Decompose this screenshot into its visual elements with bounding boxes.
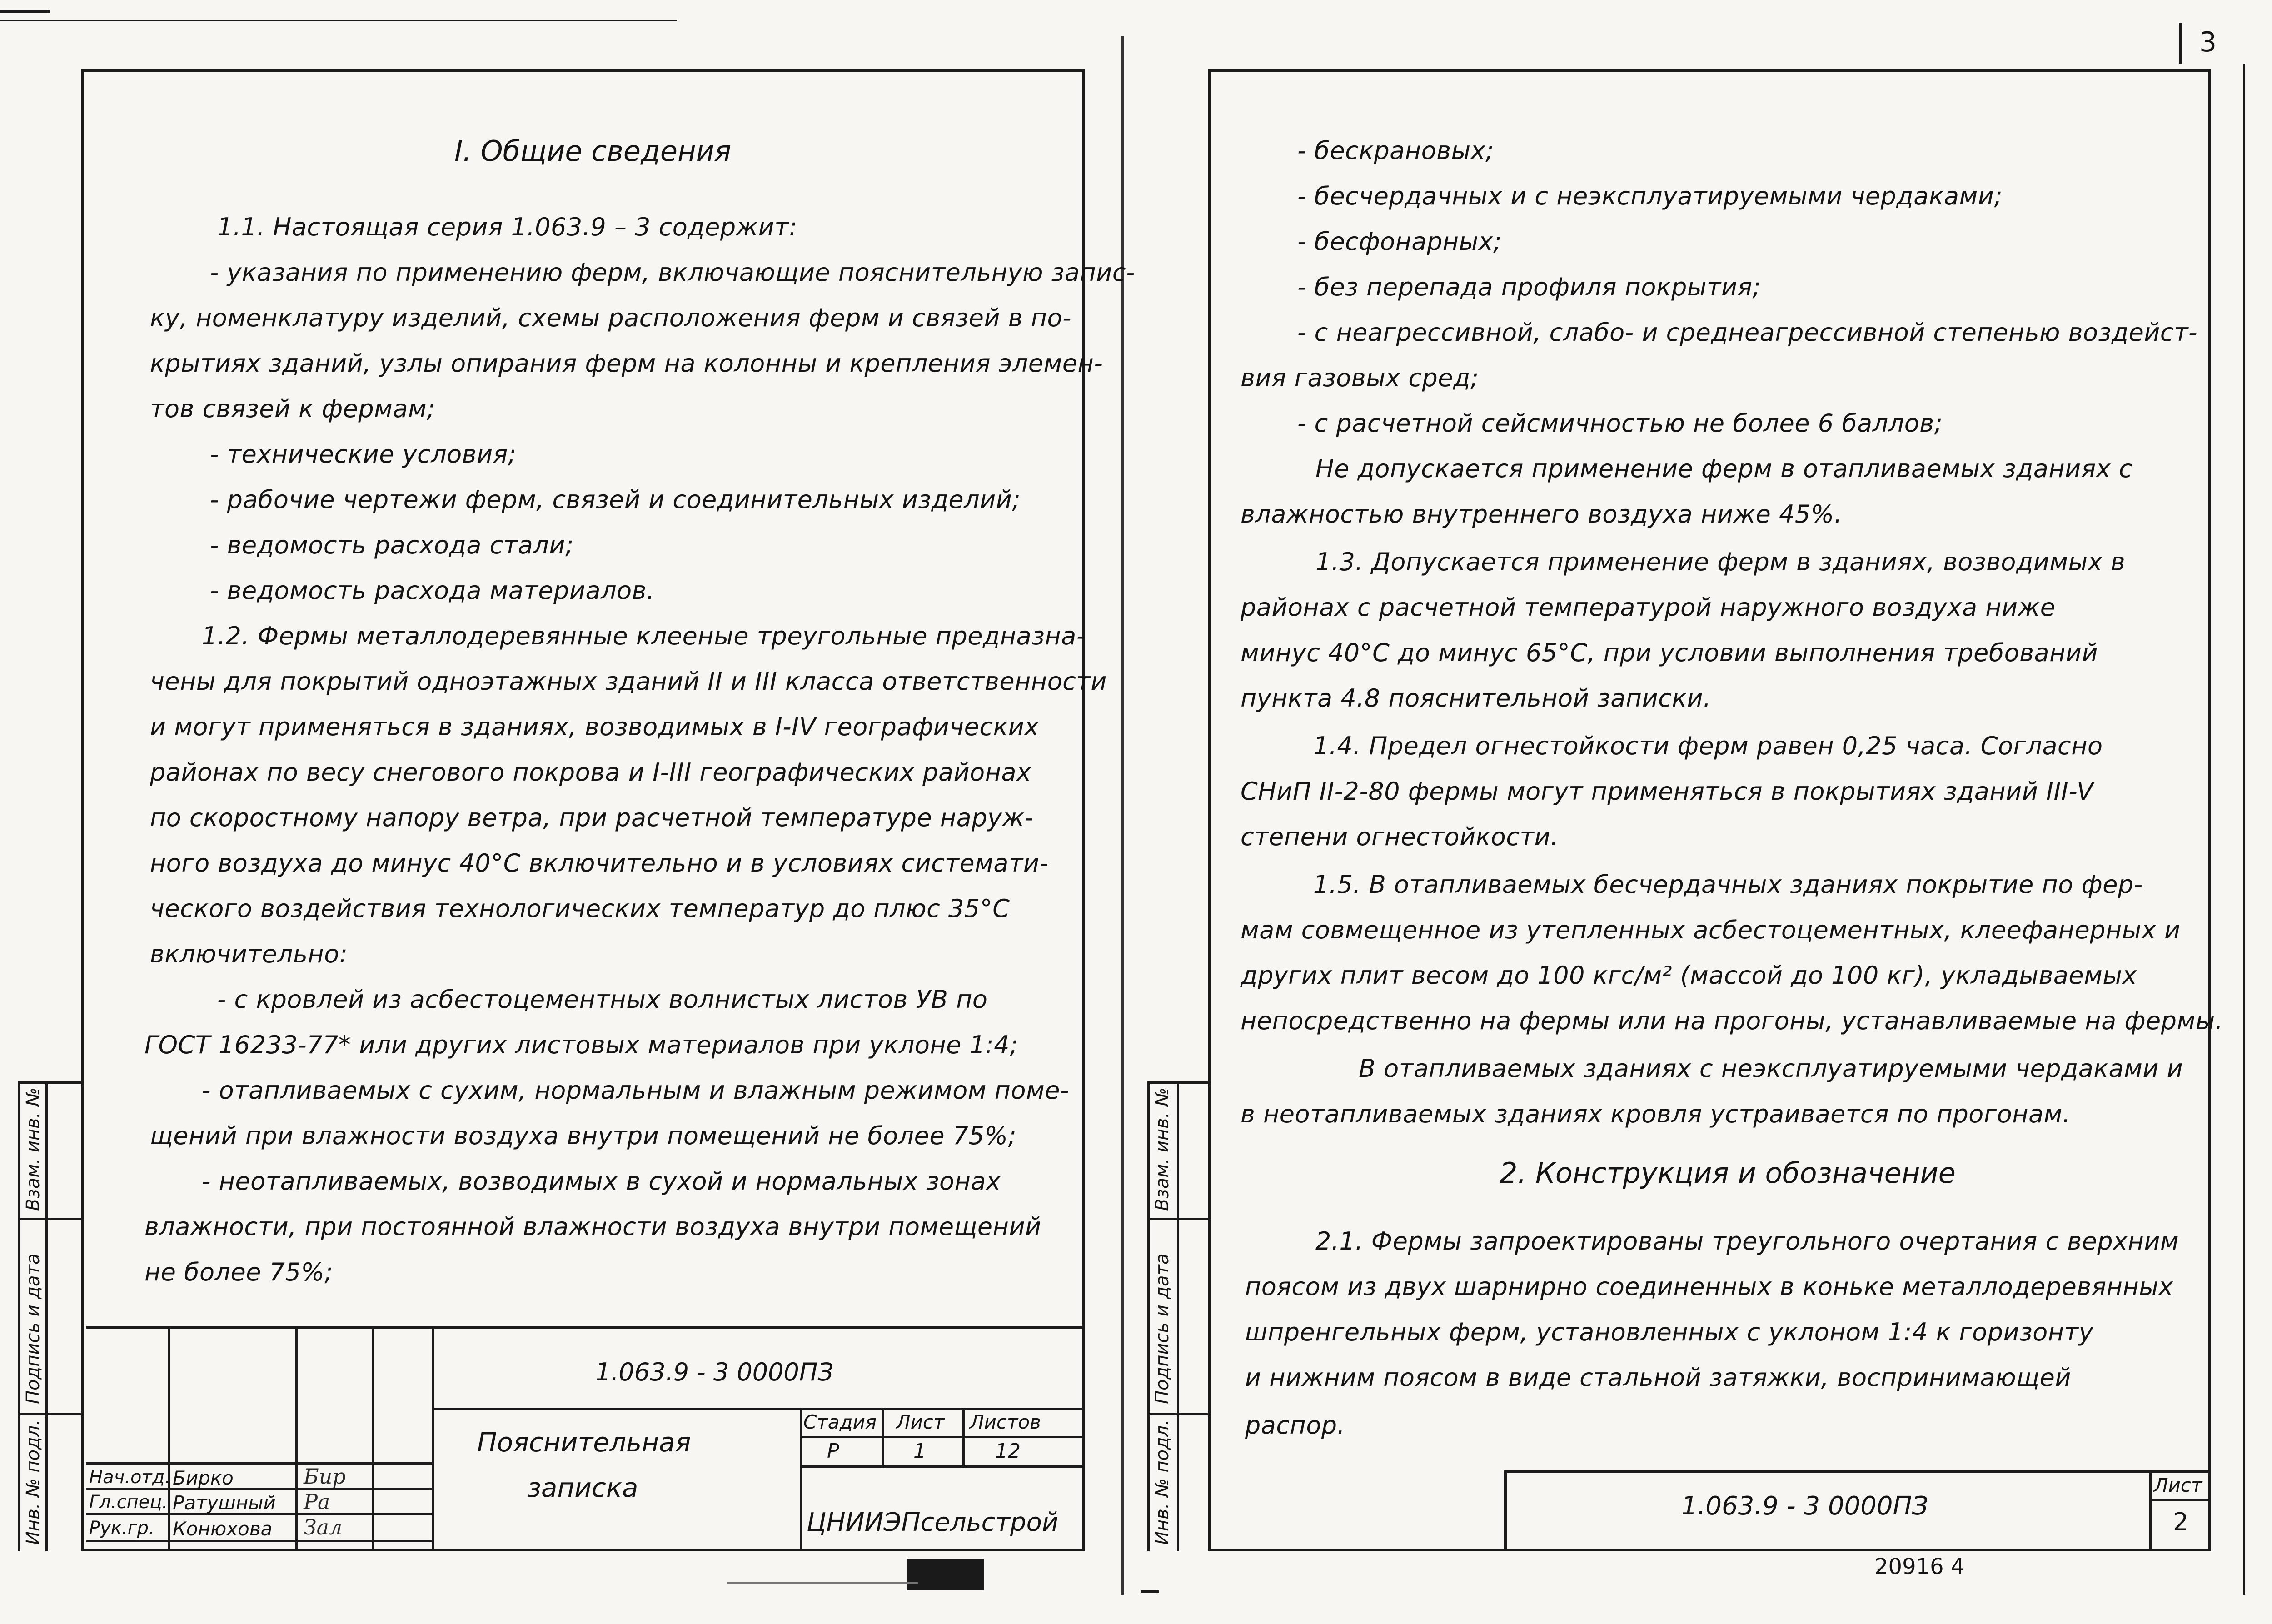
left-line: щений при влажности воздуха внутри помещений не более 75%; [150, 1121, 1017, 1150]
right-line: 1.3. Допускается применение ферм в зданиях, возводимых в [1315, 548, 2126, 576]
right-sheet-label: Лист [2154, 1474, 2202, 1496]
name-1: Ратушный [173, 1492, 276, 1514]
right-line: поясом из двух шарнирно соединенных в коньке металлодеревянных [1245, 1272, 2173, 1301]
left-line: ГОСТ 16233-77* или других листовых материалов при уклоне 1:4; [144, 1031, 1018, 1059]
left-line: крытиях зданий, узлы опирания ферм на колонны и крепления элемен- [150, 349, 1103, 378]
right-line: и нижним поясом в виде стальной затяжки, воспринимающей [1245, 1363, 2071, 1392]
left-line: ческого воздействия технологических температур до плюс 35°С [150, 894, 1010, 923]
left-line: - неотапливаемых, возводимых в сухой и нормальных зонах [202, 1167, 1001, 1196]
name-2: Конюхова [173, 1518, 273, 1540]
bottom-rule [727, 1582, 918, 1584]
sheet-value: 1 [913, 1440, 926, 1463]
right-line: пункта 4.8 пояснительной записки. [1241, 684, 1711, 712]
right-line: районах с расчетной температурой наружного воздуха ниже [1241, 593, 2056, 622]
left-line: - отапливаемых с сухим, нормальным и влажным режимом поме- [202, 1076, 1069, 1105]
left-line: - рабочие чертежи ферм, связей и соединительных изделий; [210, 485, 1021, 514]
name-0: Бирко [173, 1467, 234, 1489]
right-line: СНиП II-2-80 фермы могут применяться в покрытиях зданий III-V [1241, 777, 2094, 806]
left-line: - ведомость расхода стали; [210, 531, 574, 559]
col-sheets: Листов [970, 1411, 1041, 1433]
org-name: ЦНИИЭПсельстрой [807, 1508, 1059, 1537]
right-line: 2.1. Фермы запроектированы треугольного очертания с верхним [1315, 1227, 2179, 1255]
signature-2: Зал [304, 1515, 343, 1539]
side-label: Взам. инв. № [1152, 1087, 1173, 1211]
right-line: непосредственно на фермы или на прогоны, устанавливаемые на фермы. [1241, 1006, 2223, 1035]
side-label: Подпись и дата [23, 1253, 44, 1404]
right-line: - без перепада профиля покрытия; [1297, 273, 1761, 301]
right-line: шпренгельных ферм, установленных с уклоном 1:4 к горизонту [1245, 1318, 2094, 1346]
side-label: Инв. № подл. [23, 1420, 44, 1545]
side-label: Инв. № подл. [1152, 1420, 1173, 1545]
right-line: вия газовых сред; [1241, 364, 1479, 392]
sheets-value: 12 [995, 1440, 1021, 1463]
col-stage: Стадия [803, 1411, 877, 1433]
left-line: районах по весу снегового покрова и I-III географических районах [150, 758, 1031, 787]
top-rule-long [0, 20, 677, 21]
left-stamp-code: 1.063.9 - 3 0000ПЗ [595, 1358, 834, 1386]
left-heading: I. Общие сведения [454, 135, 732, 168]
right-line: В отапливаемых зданиях с неэксплуатируемыми чердаками и [1359, 1054, 2183, 1083]
left-line: - указания по применению ферм, включающие пояснительную запис- [210, 258, 1136, 287]
top-rule [0, 10, 50, 13]
right-line: степени огнестойкости. [1241, 822, 1559, 851]
right-line: - бесфонарных; [1297, 227, 1502, 256]
right-line: - бескрановых; [1297, 136, 1494, 165]
right-line: влажностью внутреннего воздуха ниже 45%. [1241, 500, 1843, 528]
signature-1: Ра [304, 1489, 330, 1514]
left-line: тов связей к фермам; [150, 394, 435, 423]
left-doc-title-1: Пояснительная [477, 1427, 691, 1458]
right-line: минус 40°С до минус 65°С, при условии выполнения требований [1241, 638, 2098, 667]
scan-artifact [907, 1559, 984, 1590]
role-1: Гл.спец. [89, 1492, 168, 1513]
col-sheet: Лист [896, 1411, 945, 1433]
page-number-box-left [2179, 23, 2182, 64]
right-line: - с расчетной сейсмичностью не более 6 баллов; [1297, 409, 1943, 438]
right-line: - с неагрессивной, слабо- и среднеагрессивной степенью воздейст- [1297, 318, 2198, 347]
right-outer-border [2243, 64, 2245, 1595]
role-0: Нач.отд. [89, 1467, 171, 1488]
right-sheet-number: 2 [2173, 1508, 2189, 1536]
right-line: 1.4. Предел огнестойкости ферм равен 0,25 часа. Согласно [1313, 732, 2103, 760]
stage-value: Р [827, 1440, 839, 1463]
bottom-left-tick [1141, 1590, 1159, 1593]
archive-number: 20916 4 [1874, 1554, 1965, 1579]
left-line: ку, номенклатуру изделий, схемы расположения ферм и связей в по- [150, 304, 1072, 332]
left-line: и могут применяться в зданиях, возводимых в I-IV географических [150, 712, 1039, 741]
left-line: включительно: [150, 940, 348, 968]
role-2: Рук.гр. [89, 1518, 154, 1539]
page-number: 3 [2199, 26, 2217, 58]
left-line: влажности, при постоянной влажности воздуха внутри помещений [144, 1212, 1041, 1241]
right-line: мам совмещенное из утепленных асбестоцементных, клеефанерных и [1241, 916, 2181, 944]
left-line: ного воздуха до минус 40°С включительно и в условиях системати- [150, 849, 1049, 877]
left-line: 1.1. Настоящая серия 1.063.9 – 3 содержит: [217, 213, 798, 241]
right-line: 1.5. В отапливаемых бесчердачных зданиях покрытие по фер- [1313, 870, 2143, 899]
left-line: 1.2. Фермы металлодеревянные клееные треугольные предназна- [202, 622, 1086, 650]
right-line: других плит весом до 100 кгс/м² (массой до 100 кг), укладываемых [1241, 961, 2137, 990]
left-line: - с кровлей из асбестоцементных волнистых листов УВ по [217, 985, 988, 1014]
signature-0: Бир [304, 1464, 346, 1489]
left-line: - технические условия; [210, 440, 517, 468]
right-line: - бесчердачных и с неэксплуатируемыми чердаками; [1297, 182, 2003, 210]
left-line: не более 75%; [144, 1258, 333, 1286]
right-line: распор. [1245, 1411, 1345, 1440]
right-heading: 2. Конструкция и обозначение [1500, 1156, 1956, 1190]
right-stamp-code: 1.063.9 - 3 0000ПЗ [1681, 1491, 1928, 1521]
side-label: Подпись и дата [1152, 1253, 1173, 1404]
side-label: Взам. инв. № [23, 1087, 44, 1211]
left-line: - ведомость расхода материалов. [210, 576, 655, 605]
left-line: по скоростному напору ветра, при расчетной температуре наруж- [150, 803, 1034, 832]
left-line: чены для покрытий одноэтажных зданий II и III класса ответственности [150, 667, 1107, 696]
left-doc-title-2: записка [527, 1472, 638, 1503]
right-line: Не допускается применение ферм в отапливаемых зданиях с [1315, 454, 2133, 483]
right-line: в неотапливаемых зданиях кровля устраивается по прогонам. [1241, 1100, 2071, 1128]
